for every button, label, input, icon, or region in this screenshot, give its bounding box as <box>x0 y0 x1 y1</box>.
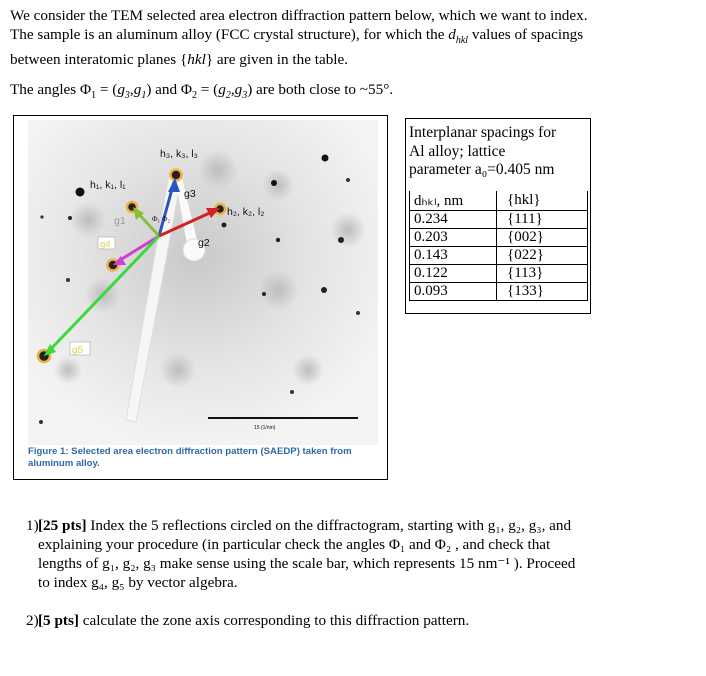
label-g5: g5 <box>72 345 84 356</box>
label-h1: h₁, k₁, l₁ <box>90 179 126 191</box>
table-row <box>410 211 588 229</box>
question-2-line: [5 pts] calculate the zone axis corresponding to this diffraction pattern. <box>38 612 470 629</box>
table-cell-d: 0.093 <box>410 283 497 301</box>
table-cell-d: 0.143 <box>410 247 497 265</box>
table-title-line-3: parameter a₀=0.405 nm <box>409 161 555 178</box>
table-title-line-1: Interplanar spacings for <box>409 124 557 141</box>
label-g4: g4 <box>100 239 111 250</box>
table-row <box>410 265 588 283</box>
figure-caption: Figure 1: Selected area electron diffraction pattern (SAEDP) taken from aluminum alloy. <box>28 446 352 469</box>
question-2 <box>26 611 638 630</box>
table-cell-hkl: {002} <box>497 229 588 247</box>
table-header-row <box>410 191 588 211</box>
table-header-hkl: {hkl} <box>497 191 588 211</box>
table-cell-hkl: {111} <box>497 211 588 229</box>
label-phi: Φ₁ Φ₂ <box>152 214 171 223</box>
table-row <box>410 247 588 265</box>
table-cell-d: 0.203 <box>410 229 497 247</box>
label-h3: h₃, k₃, l₃ <box>160 148 198 160</box>
diffraction-pattern <box>28 120 378 445</box>
table-row <box>410 229 588 247</box>
table-cell-hkl: {133} <box>497 283 588 301</box>
question-1-number: 1) <box>26 517 39 534</box>
question-1-line-1: [25 pts] Index the 5 reflections circled on the diffractogram, starting with g₁, g₂, g₃, and <box>38 517 572 534</box>
table-cell-hkl: {022} <box>497 247 588 265</box>
label-g3: g3 <box>184 188 196 200</box>
question-1-line-3: lengths of g₁, g₂, g₃ make sense using the scale bar, which represents 15 nm⁻¹ ). Proceed <box>38 555 576 572</box>
intro-line-1: We consider the TEM selected area electron diffraction pattern below, which we want to index. <box>10 7 588 24</box>
question-1-line-4: to index g₄, g₅ by vector algebra. <box>38 574 238 591</box>
label-h2: h₂, k₂, l₂ <box>227 206 265 218</box>
intro-line-2: The sample is an aluminum alloy (FCC crystal structure), for which the $d_{hkl}$ values of spacings <box>10 26 584 47</box>
question-1 <box>26 516 638 592</box>
intro-line-3: between interatomic planes {hkl} are given in the table. <box>10 51 349 69</box>
label-g2: g2 <box>198 237 210 249</box>
table-cell-hkl: {113} <box>497 265 588 283</box>
table-title-line-2: Al alloy; lattice <box>409 142 506 160</box>
table-cell-d: 0.122 <box>410 265 497 283</box>
table-header-d: dₕₖₗ, nm <box>410 191 497 211</box>
intro-paragraph <box>10 6 670 69</box>
table-row <box>410 283 588 301</box>
spacing-table <box>405 118 591 314</box>
question-1-line-2: explaining your procedure (in particular check the angles Φ₁ and Φ₂ , and check that <box>38 536 551 553</box>
angles-sentence: The angles $\Phi_1 = (g_3,g_1)$ and $\Phi_2 = (g_2,g_3)$ are both close to ~55°. <box>10 81 394 102</box>
table-cell-d: 0.234 <box>410 211 497 229</box>
scale-bar-label: 15 (1/nm) <box>254 425 276 431</box>
question-2-number: 2) <box>26 612 39 629</box>
label-g1: g1 <box>114 215 126 227</box>
